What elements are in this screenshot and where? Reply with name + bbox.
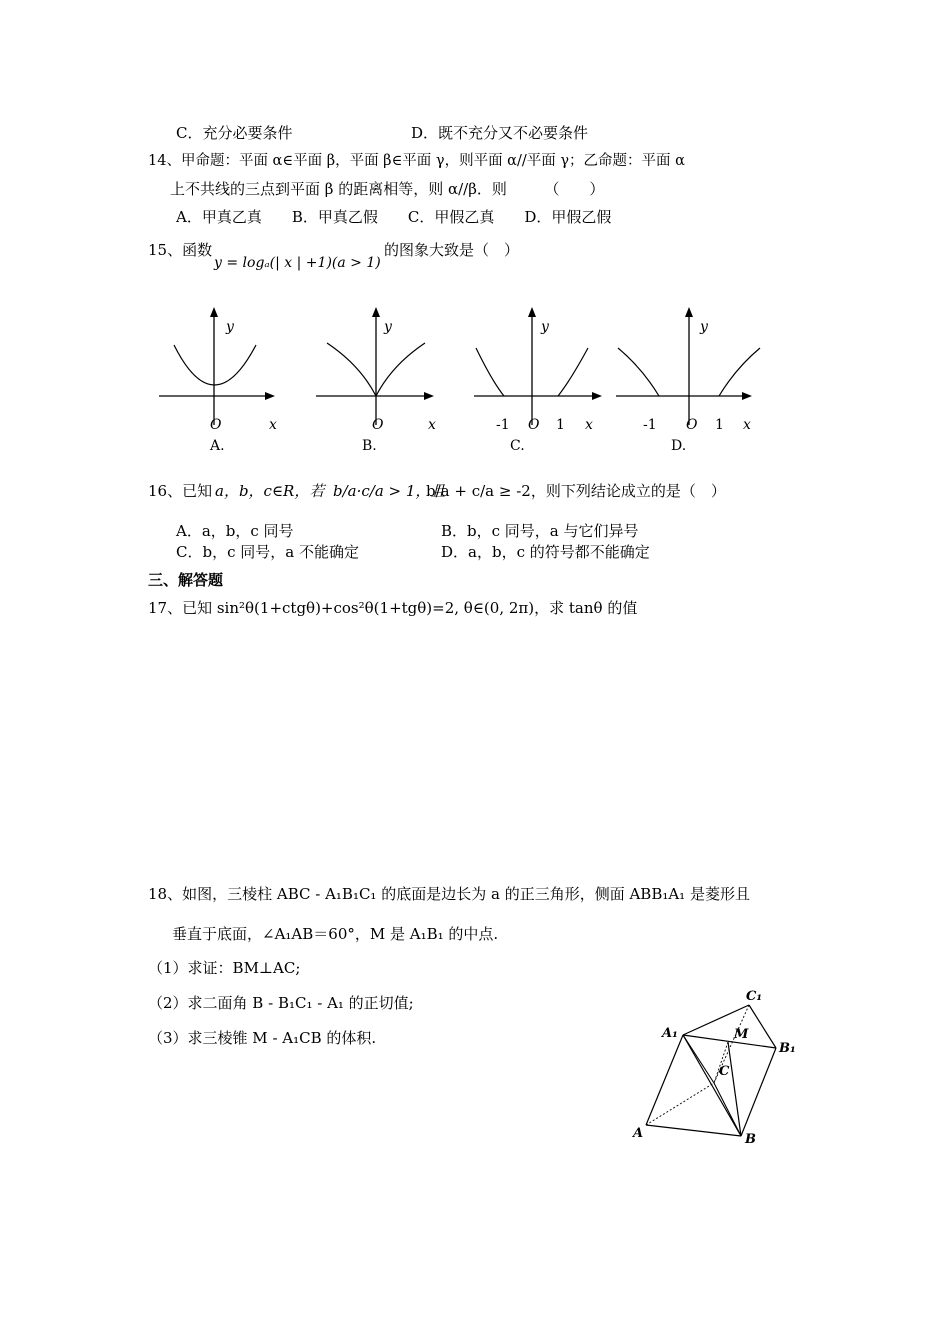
graph-d-neg-tick: -1 xyxy=(643,417,657,433)
q13-option-d: D．既不充分又不必要条件 xyxy=(411,124,589,142)
graph-c-x-label: x xyxy=(585,417,593,433)
graph-c-origin: O xyxy=(528,417,540,433)
label-m: M xyxy=(734,1027,749,1042)
graph-d xyxy=(612,305,762,454)
graph-a-x-label: x xyxy=(269,417,277,433)
q16-option-b: B．b，c 同号，a 与它们异号 xyxy=(441,522,639,540)
q16-vars: a，b，c∈R，若 xyxy=(215,482,325,500)
q13-option-c: C．充分必要条件 xyxy=(176,124,293,142)
q18-stem-line1: 18、如图，三棱柱 ABC - A₁B₁C₁ 的底面是边长为 a 的正三角形，侧面 ABB₁A₁ 是菱形且 xyxy=(148,885,750,903)
q16-prefix: 16、已知 xyxy=(148,482,213,500)
graph-a-option-label: A. xyxy=(210,438,225,454)
graph-c-neg-tick: -1 xyxy=(496,417,510,433)
section-heading: 三、解答题 xyxy=(148,571,224,589)
label-a: A xyxy=(633,1126,644,1141)
curve-c-right xyxy=(558,348,588,396)
q18-part3: （3）求三棱锥 M - A₁CB 的体积. xyxy=(148,1029,377,1047)
graph-a xyxy=(155,305,285,454)
graph-c-option-label: C. xyxy=(510,438,525,454)
label-b1: B₁ xyxy=(779,1041,796,1056)
graph-d-pos-tick: 1 xyxy=(715,417,724,433)
graph-c xyxy=(470,305,610,454)
label-c1: C₁ xyxy=(746,989,763,1004)
graph-d-origin: O xyxy=(686,417,698,433)
graph-a-y-label: y xyxy=(226,319,234,335)
graph-b xyxy=(312,305,442,454)
q15-formula: y = logₐ(| x | +1)(a > 1) xyxy=(214,255,381,271)
curve-b-right xyxy=(376,343,425,396)
curve-d-left xyxy=(618,348,659,396)
q18-part1: （1）求证：BM⊥AC; xyxy=(148,959,301,977)
q18-part2: （2）求二面角 B - B₁C₁ - A₁ 的正切值; xyxy=(148,994,414,1012)
q16-option-d: D．a，b，c 的符号都不能确定 xyxy=(441,543,650,561)
graph-c-y-label: y xyxy=(541,319,549,335)
q15-suffix: 的图象大致是（ ） xyxy=(384,241,520,259)
q17-stem: 17、已知 sin²θ(1+ctgθ)+cos²θ(1+tgθ)=2, θ∈(0, 2π)，求 tanθ 的值 xyxy=(148,599,638,617)
q14-stem-line1: 14、甲命题：平面 α∈平面 β，平面 β∈平面 γ，则平面 α//平面 γ；乙命题：平面 α xyxy=(148,153,685,169)
q14-options: A．甲真乙真 B．甲真乙假 C．甲假乙真 D．甲假乙假 xyxy=(176,208,612,226)
q16-option-a: A．a，b，c 同号 xyxy=(176,522,294,540)
graph-c-pos-tick: 1 xyxy=(556,417,565,433)
curve-d-right xyxy=(719,348,760,396)
q16-option-c: C．b，c 同号，a 不能确定 xyxy=(176,543,359,561)
q15-prefix: 15、函数 xyxy=(148,241,213,259)
curve-a xyxy=(174,345,256,385)
q18-stem-line2: 垂直于底面，∠A₁AB＝60°，M 是 A₁B₁ 的中点. xyxy=(172,925,499,943)
q16-condition1: b/a·c/a > 1，且 xyxy=(333,482,446,500)
graph-a-origin: O xyxy=(210,417,222,433)
graph-d-option-label: D. xyxy=(671,438,687,454)
q16-condition2: b/a + c/a ≥ -2，则下列结论成立的是（ ） xyxy=(426,482,726,500)
graph-b-x-label: x xyxy=(428,417,436,433)
curve-b-left xyxy=(327,343,376,396)
q14-stem-line2: 上不共线的三点到平面 β 的距离相等，则 α//β．则 （ ） xyxy=(170,180,605,198)
label-c: C xyxy=(719,1064,730,1079)
curve-c-left xyxy=(476,348,504,396)
graph-b-origin: O xyxy=(372,417,384,433)
graph-b-y-label: y xyxy=(384,319,392,335)
label-a1: A₁ xyxy=(662,1026,678,1041)
label-b: B xyxy=(745,1132,756,1147)
graph-d-y-label: y xyxy=(700,319,708,335)
graph-b-option-label: B. xyxy=(362,438,377,454)
prism-figure xyxy=(628,985,808,1145)
graph-d-x-label: x xyxy=(743,417,751,433)
